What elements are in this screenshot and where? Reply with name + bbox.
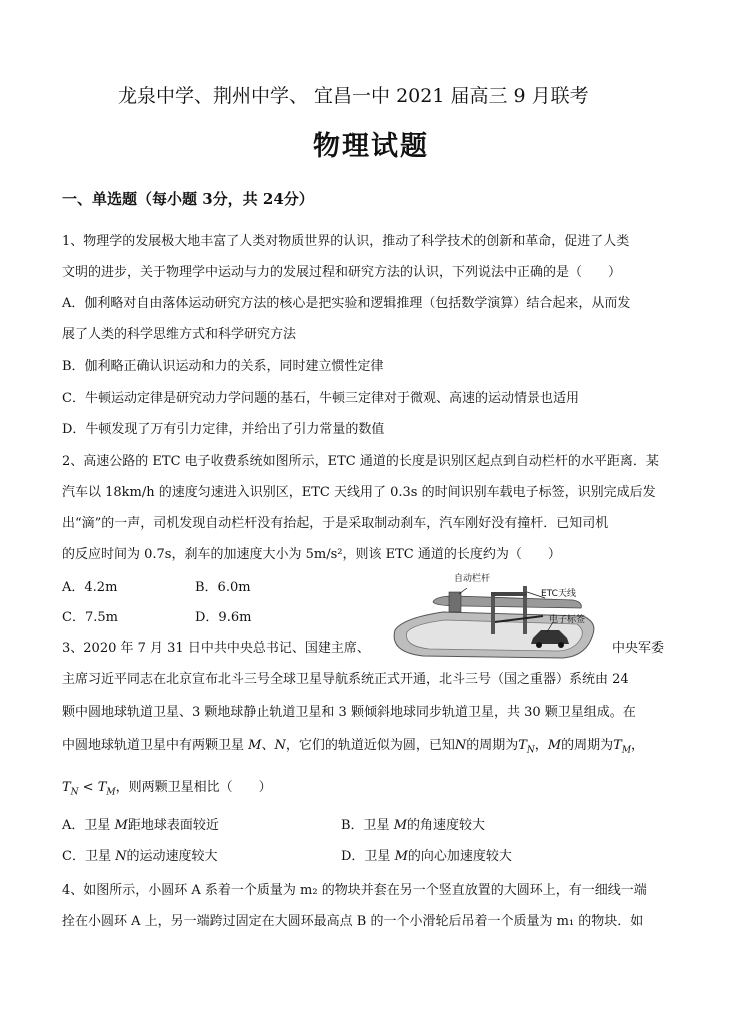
- q2-option-b: B．6.0m: [195, 580, 251, 595]
- period-tn: $T_N$: [518, 738, 535, 756]
- q3-stem-line: 主席习近平同志在北京宣布北斗三号全球卫星导航系统正式开通，北斗三号（国之重器）系统由 24: [62, 672, 629, 687]
- q1-option-d: D．牛顿发现了万有引力定律，并给出了引力常量的数值: [62, 422, 385, 437]
- q2-stem-line: 汽车以 18km/h 的速度匀速进入识别区，ETC 天线用了 0.3s 的时间识别车载电子标签，识别完成后发: [62, 485, 656, 500]
- q3-option-c: C．卫星 N的运动速度较大: [62, 849, 218, 864]
- q2-option-a: A．4.2m: [62, 580, 118, 595]
- period-tm: $T_M$: [97, 780, 116, 798]
- q3-option-a: A．卫星 M距地球表面较近: [62, 818, 219, 833]
- subject-title: 物理试题: [313, 131, 429, 162]
- figure-label-tag: 电子标签: [549, 615, 586, 625]
- period-tm: $T_M$: [613, 738, 632, 756]
- q3-stem-line-end: 中央军委: [612, 641, 665, 656]
- q2-stem-line: 的反应时间为 0.7s，刹车的加速度大小为 5m/s²，则该 ETC 通道的长度约为（ ）: [62, 547, 561, 562]
- exam-title: 龙泉中学、荆州中学、 宜昌一中 2021 届高三 9 月联考: [118, 85, 589, 107]
- q2-stem-line: 出“滴”的一声，司机发现自动栏杆没有抬起，于是采取制动刹车，汽车刚好没有撞杆．已知司机: [62, 516, 609, 531]
- satellite-m: M: [248, 738, 262, 753]
- q1-option-a: A．伽利略对自由落体运动研究方法的核心是把实验和逻辑推理（包括数学演算）结合起来，从而发: [62, 296, 631, 311]
- q2-stem-line: 2、高速公路的 ETC 电子收费系统如图所示，ETC 通道的长度是识别区起点到自动栏杆的水平距离．某: [62, 454, 659, 469]
- figure-label-barrier: 自动栏杆: [454, 574, 491, 584]
- q1-stem-line: 文明的进步，关于物理学中运动与力的发展过程和研究方法的认识，下列说法中正确的是（ ）: [62, 265, 622, 280]
- q3-stem-line: 颗中圆地球轨道卫星、3 颗地球静止轨道卫星和 3 颗倾斜地球同步轨道卫星，共 30 颗卫星组成。在: [62, 705, 636, 720]
- q4-stem-line: 4、如图所示，小圆环 A 系着一个质量为 m₂ 的物块并套在另一个竖直放置的大圆环上，有一细线一端: [62, 883, 647, 898]
- period-tn: $T_N$: [62, 780, 79, 798]
- figure-label-antenna: ETC天线: [541, 589, 576, 599]
- q3-option-d: D．卫星 M的向心加速度较大: [341, 849, 512, 864]
- satellite-n: N: [274, 738, 286, 753]
- q1-stem-line: 1、物理学的发展极大地丰富了人类对物质世界的认识，推动了科学技术的创新和革命，促进了人类: [62, 234, 630, 249]
- q3-option-b: B．卫星 M的角速度较大: [341, 818, 486, 833]
- q1-option-c: C．牛顿运动定律是研究动力学问题的基石，牛顿三定律对于微观、高速的运动情景也适用: [62, 391, 579, 406]
- q2-option-c: C．7.5m: [62, 610, 118, 625]
- q2-option-d: D．9.6m: [195, 610, 252, 625]
- q1-option-b: B．伽利略正确认识运动和力的关系，同时建立惯性定律: [62, 359, 384, 374]
- q3-stem-line: $T_N < T_M$，则两颗卫星相比（ ）: [62, 780, 272, 798]
- q3-stem-line: 中圆地球轨道卫星中有两颗卫星 M、N，它们的轨道近似为圆，已知N的周期为$T_N$，M的周期为$T_M$，: [62, 738, 645, 756]
- etc-lane-figure: [383, 572, 598, 667]
- q3-stem-line: 3、2020 年 7 月 31 日中共中央总书记、国建主席、: [62, 641, 370, 656]
- q4-stem-line: 拴在小圆环 A 上，另一端跨过固定在大圆环最高点 B 的一个小滑轮后吊着一个质量为 m₁ 的物块．如: [62, 914, 644, 929]
- section-heading: 一、单选题（每小题 3分，共 24分）: [62, 190, 314, 208]
- q1-option-a-cont: 展了人类的科学思维方式和科学研究方法: [62, 327, 297, 342]
